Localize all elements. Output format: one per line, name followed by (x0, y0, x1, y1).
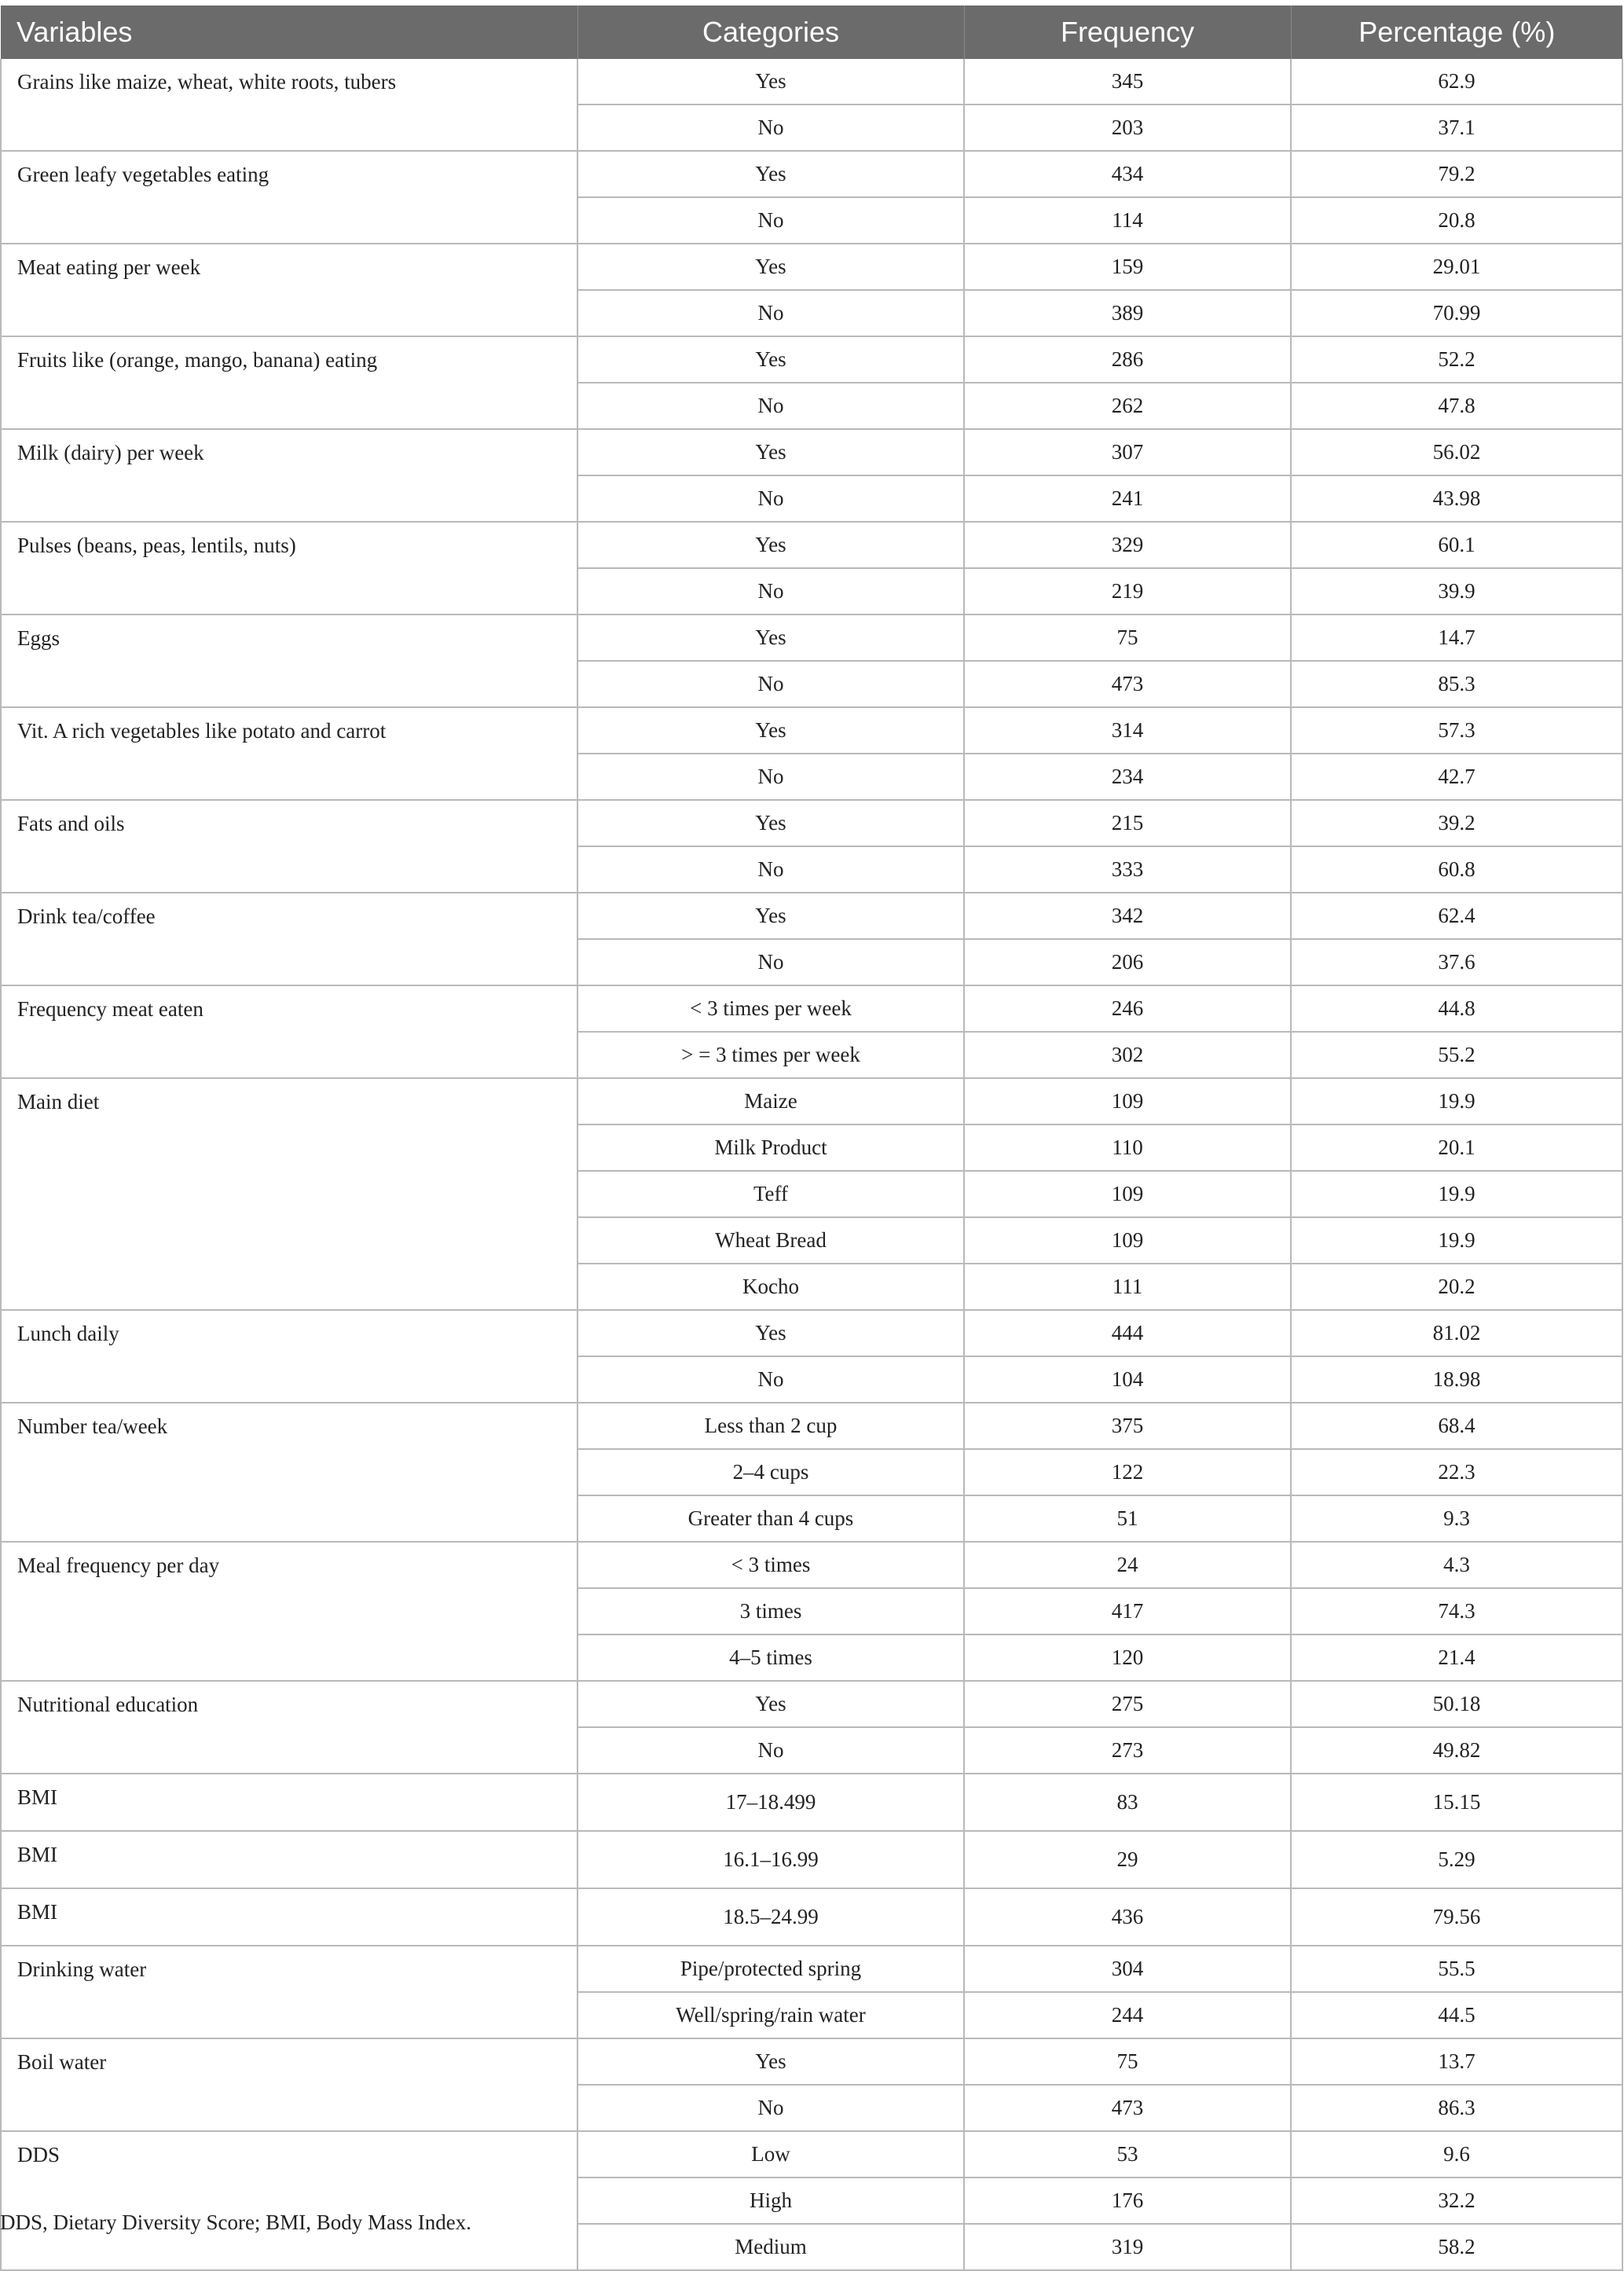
table-row (1, 2131, 1622, 2177)
percentage-cell: 19.9 (1291, 1171, 1622, 1217)
frequency-cell: 109 (964, 1217, 1291, 1264)
category-cell: Yes (577, 800, 964, 846)
frequency-cell: 29 (964, 1831, 1291, 1888)
frequency-cell: 206 (964, 939, 1291, 985)
frequency-cell: 417 (964, 1588, 1291, 1634)
variable-cell: Meal frequency per day (1, 1542, 577, 1681)
category-cell: Maize (577, 1078, 964, 1124)
variable-cell: BMI (1, 1774, 577, 1831)
table-row (1, 1310, 1622, 1356)
variable-cell: BMI (1, 1888, 577, 1946)
variable-cell: Drinking water (1, 1946, 577, 2038)
percentage-cell: 60.1 (1291, 522, 1622, 568)
header-frequency: Frequency (964, 6, 1291, 59)
category-cell: No (577, 197, 964, 244)
category-cell: No (577, 383, 964, 429)
category-cell: Teff (577, 1171, 964, 1217)
table-body (1, 59, 1622, 2270)
percentage-cell: 74.3 (1291, 1588, 1622, 1634)
variable-cell: Fats and oils (1, 800, 577, 893)
frequency-cell: 241 (964, 475, 1291, 522)
percentage-cell: 57.3 (1291, 707, 1622, 754)
percentage-cell: 5.29 (1291, 1831, 1622, 1888)
frequency-cell: 342 (964, 893, 1291, 939)
percentage-cell: 55.5 (1291, 1946, 1622, 1992)
percentage-cell: 32.2 (1291, 2177, 1622, 2224)
table-row (1, 429, 1622, 475)
header-percentage: Percentage (%) (1291, 6, 1622, 59)
frequency-cell: 329 (964, 522, 1291, 568)
table-row (1, 2038, 1622, 2085)
header-variables: Variables (1, 6, 577, 59)
frequency-cell: 51 (964, 1495, 1291, 1542)
category-cell: Yes (577, 1310, 964, 1356)
percentage-cell: 4.3 (1291, 1542, 1622, 1588)
variable-cell: Number tea/week (1, 1403, 577, 1542)
percentage-cell: 44.8 (1291, 985, 1622, 1032)
table-row (1, 336, 1622, 383)
variable-cell: DDS (1, 2131, 577, 2270)
variable-cell: Drink tea/coffee (1, 893, 577, 985)
category-cell: 2–4 cups (577, 1449, 964, 1495)
category-cell: Pipe/protected spring (577, 1946, 964, 1992)
frequency-cell: 176 (964, 2177, 1291, 2224)
frequency-cell: 302 (964, 1032, 1291, 1078)
category-cell: No (577, 2085, 964, 2131)
table-row (1, 522, 1622, 568)
table-row (1, 800, 1622, 846)
table-row (1, 59, 1622, 105)
category-cell: Yes (577, 2038, 964, 2085)
category-cell: No (577, 475, 964, 522)
category-cell: Yes (577, 893, 964, 939)
category-cell: 18.5–24.99 (577, 1888, 964, 1946)
header-row (1, 6, 1622, 59)
category-cell: Yes (577, 336, 964, 383)
frequency-cell: 434 (964, 151, 1291, 197)
percentage-cell: 14.7 (1291, 615, 1622, 661)
variable-cell: Main diet (1, 1078, 577, 1310)
table-container (0, 6, 1624, 2271)
frequency-cell: 304 (964, 1946, 1291, 1992)
category-cell: Medium (577, 2224, 964, 2270)
frequency-cell: 203 (964, 105, 1291, 151)
percentage-cell: 68.4 (1291, 1403, 1622, 1449)
category-cell: Yes (577, 244, 964, 290)
variable-cell: Frequency meat eaten (1, 985, 577, 1078)
frequency-cell: 109 (964, 1171, 1291, 1217)
percentage-cell: 70.99 (1291, 290, 1622, 336)
category-cell: No (577, 939, 964, 985)
percentage-cell: 44.5 (1291, 1992, 1622, 2038)
percentage-cell: 22.3 (1291, 1449, 1622, 1495)
category-cell: Yes (577, 429, 964, 475)
frequency-cell: 333 (964, 846, 1291, 893)
category-cell: < 3 times (577, 1542, 964, 1588)
frequency-cell: 275 (964, 1681, 1291, 1727)
percentage-cell: 39.2 (1291, 800, 1622, 846)
variable-cell: Lunch daily (1, 1310, 577, 1403)
percentage-cell: 55.2 (1291, 1032, 1622, 1078)
percentage-cell: 9.6 (1291, 2131, 1622, 2177)
percentage-cell: 19.9 (1291, 1217, 1622, 1264)
category-cell: No (577, 1727, 964, 1774)
category-cell: Yes (577, 151, 964, 197)
frequency-cell: 215 (964, 800, 1291, 846)
percentage-cell: 79.56 (1291, 1888, 1622, 1946)
table-row (1, 244, 1622, 290)
percentage-cell: 21.4 (1291, 1634, 1622, 1681)
category-cell: No (577, 754, 964, 800)
frequency-cell: 159 (964, 244, 1291, 290)
percentage-cell: 52.2 (1291, 336, 1622, 383)
percentage-cell: 60.8 (1291, 846, 1622, 893)
table-row (1, 1888, 1622, 1946)
frequency-cell: 244 (964, 1992, 1291, 2038)
frequency-cell: 53 (964, 2131, 1291, 2177)
frequency-cell: 375 (964, 1403, 1291, 1449)
frequency-cell: 473 (964, 661, 1291, 707)
percentage-cell: 20.1 (1291, 1124, 1622, 1171)
frequency-cell: 234 (964, 754, 1291, 800)
frequency-cell: 345 (964, 59, 1291, 105)
percentage-cell: 42.7 (1291, 754, 1622, 800)
table-row (1, 707, 1622, 754)
category-cell: 4–5 times (577, 1634, 964, 1681)
percentage-cell: 79.2 (1291, 151, 1622, 197)
frequency-cell: 83 (964, 1774, 1291, 1831)
frequency-cell: 262 (964, 383, 1291, 429)
dietary-data-table (0, 6, 1623, 2271)
category-cell: No (577, 105, 964, 151)
frequency-cell: 219 (964, 568, 1291, 615)
frequency-cell: 307 (964, 429, 1291, 475)
frequency-cell: 75 (964, 615, 1291, 661)
header-categories: Categories (577, 6, 964, 59)
table-row (1, 1542, 1622, 1588)
table-row (1, 1681, 1622, 1727)
category-cell: No (577, 661, 964, 707)
variable-cell: Grains like maize, wheat, white roots, tubers (1, 59, 577, 151)
variable-cell: Pulses (beans, peas, lentils, nuts) (1, 522, 577, 615)
category-cell: 3 times (577, 1588, 964, 1634)
percentage-cell: 47.8 (1291, 383, 1622, 429)
table-row (1, 1078, 1622, 1124)
percentage-cell: 81.02 (1291, 1310, 1622, 1356)
percentage-cell: 13.7 (1291, 2038, 1622, 2085)
percentage-cell: 43.98 (1291, 475, 1622, 522)
frequency-cell: 314 (964, 707, 1291, 754)
percentage-cell: 20.8 (1291, 197, 1622, 244)
frequency-cell: 319 (964, 2224, 1291, 2270)
percentage-cell: 56.02 (1291, 429, 1622, 475)
frequency-cell: 122 (964, 1449, 1291, 1495)
percentage-cell: 18.98 (1291, 1356, 1622, 1403)
variable-cell: Milk (dairy) per week (1, 429, 577, 522)
table-footnote: DDS, Dietary Diversity Score; BMI, Body Mass Index. (0, 2210, 471, 2234)
frequency-cell: 24 (964, 1542, 1291, 1588)
frequency-cell: 110 (964, 1124, 1291, 1171)
percentage-cell: 85.3 (1291, 661, 1622, 707)
percentage-cell: 19.9 (1291, 1078, 1622, 1124)
variable-cell: Fruits like (orange, mango, banana) eating (1, 336, 577, 429)
frequency-cell: 273 (964, 1727, 1291, 1774)
frequency-cell: 444 (964, 1310, 1291, 1356)
variable-cell: Vit. A rich vegetables like potato and carrot (1, 707, 577, 800)
percentage-cell: 15.15 (1291, 1774, 1622, 1831)
percentage-cell: 49.82 (1291, 1727, 1622, 1774)
frequency-cell: 104 (964, 1356, 1291, 1403)
variable-cell: Green leafy vegetables eating (1, 151, 577, 244)
category-cell: High (577, 2177, 964, 2224)
table-row (1, 985, 1622, 1032)
category-cell: Less than 2 cup (577, 1403, 964, 1449)
category-cell: No (577, 290, 964, 336)
category-cell: Yes (577, 522, 964, 568)
percentage-cell: 58.2 (1291, 2224, 1622, 2270)
frequency-cell: 389 (964, 290, 1291, 336)
category-cell: Yes (577, 615, 964, 661)
category-cell: > = 3 times per week (577, 1032, 964, 1078)
category-cell: < 3 times per week (577, 985, 964, 1032)
variable-cell: Nutritional education (1, 1681, 577, 1774)
category-cell: No (577, 1356, 964, 1403)
percentage-cell: 29.01 (1291, 244, 1622, 290)
percentage-cell: 9.3 (1291, 1495, 1622, 1542)
category-cell: Yes (577, 707, 964, 754)
frequency-cell: 286 (964, 336, 1291, 383)
percentage-cell: 37.6 (1291, 939, 1622, 985)
category-cell: Greater than 4 cups (577, 1495, 964, 1542)
percentage-cell: 62.4 (1291, 893, 1622, 939)
frequency-cell: 436 (964, 1888, 1291, 1946)
table-row (1, 1831, 1622, 1888)
category-cell: Low (577, 2131, 964, 2177)
table-row (1, 1946, 1622, 1992)
percentage-cell: 39.9 (1291, 568, 1622, 615)
category-cell: Yes (577, 59, 964, 105)
category-cell: 17–18.499 (577, 1774, 964, 1831)
variable-cell: Meat eating per week (1, 244, 577, 336)
percentage-cell: 37.1 (1291, 105, 1622, 151)
category-cell: Kocho (577, 1264, 964, 1310)
variable-cell: Eggs (1, 615, 577, 707)
table-row (1, 151, 1622, 197)
table-row (1, 1403, 1622, 1449)
frequency-cell: 120 (964, 1634, 1291, 1681)
category-cell: 16.1–16.99 (577, 1831, 964, 1888)
frequency-cell: 75 (964, 2038, 1291, 2085)
table-row (1, 893, 1622, 939)
category-cell: No (577, 568, 964, 615)
category-cell: Well/spring/rain water (577, 1992, 964, 2038)
variable-cell: Boil water (1, 2038, 577, 2131)
category-cell: Yes (577, 1681, 964, 1727)
variable-cell: BMI (1, 1831, 577, 1888)
percentage-cell: 62.9 (1291, 59, 1622, 105)
percentage-cell: 50.18 (1291, 1681, 1622, 1727)
percentage-cell: 86.3 (1291, 2085, 1622, 2131)
frequency-cell: 111 (964, 1264, 1291, 1310)
table-row (1, 1774, 1622, 1831)
table-row (1, 615, 1622, 661)
percentage-cell: 20.2 (1291, 1264, 1622, 1310)
frequency-cell: 473 (964, 2085, 1291, 2131)
frequency-cell: 246 (964, 985, 1291, 1032)
category-cell: No (577, 846, 964, 893)
frequency-cell: 109 (964, 1078, 1291, 1124)
category-cell: Wheat Bread (577, 1217, 964, 1264)
category-cell: Milk Product (577, 1124, 964, 1171)
frequency-cell: 114 (964, 197, 1291, 244)
